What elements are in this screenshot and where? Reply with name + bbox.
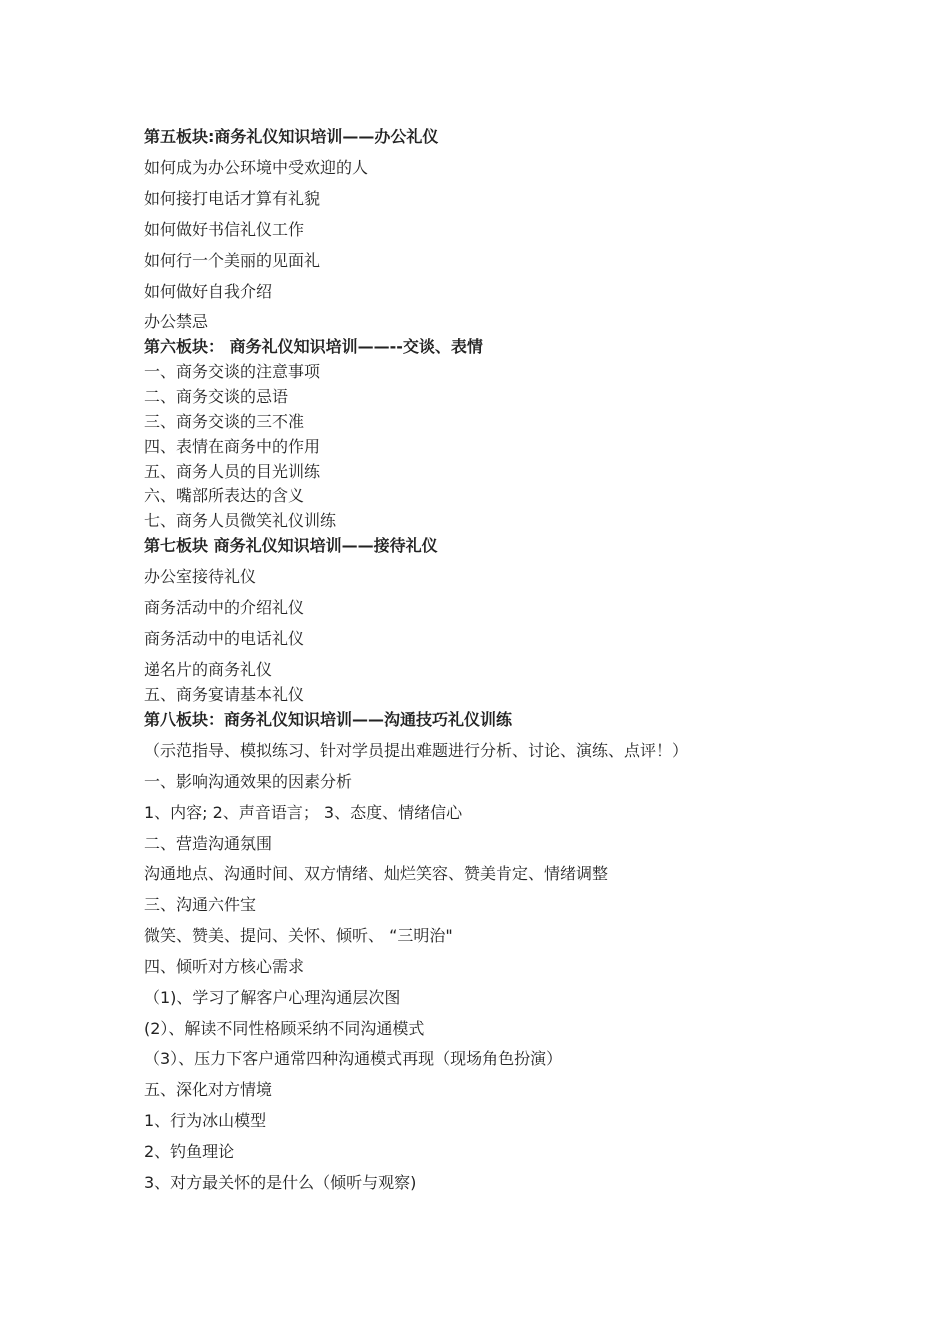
section-7-item: 办公室接待礼仪 xyxy=(144,567,257,586)
section-7-item: 递名片的商务礼仪 xyxy=(144,660,273,679)
section-8-item: 一、影响沟通效果的因素分析 xyxy=(144,772,353,791)
section-8-item: 四、倾听对方核心需求 xyxy=(144,957,305,976)
section-8-item: （3）、压力下客户通常四种沟通模式再现（现场角色扮演） xyxy=(144,1049,563,1068)
section-5-heading: 第五板块:商务礼仪知识培训——办公礼仪 xyxy=(144,127,439,146)
section-8-item: 2、钓鱼理论 xyxy=(144,1142,235,1161)
section-8-item: 三、沟通六件宝 xyxy=(144,895,257,914)
section-6-item: 一、商务交谈的注意事项 xyxy=(144,362,321,381)
section-6-item: 四、表情在商务中的作用 xyxy=(144,437,321,456)
section-5-item: 如何行一个美丽的见面礼 xyxy=(144,251,321,270)
section-8-item: 沟通地点、沟通时间、双方情绪、灿烂笑容、赞美肯定、情绪调整 xyxy=(144,864,609,883)
section-7-heading: 第七板块 商务礼仪知识培训——接待礼仪 xyxy=(144,536,438,555)
section-8-item: 微笑、赞美、提问、关怀、倾听、 “三明治" xyxy=(144,926,453,945)
section-7-item: 商务活动中的电话礼仪 xyxy=(144,629,305,648)
section-6-heading: 第六板块： 商务礼仪知识培训——--交谈、表情 xyxy=(144,337,483,356)
section-7-item: 商务活动中的介绍礼仪 xyxy=(144,598,305,617)
section-8-item: 1、行为冰山模型 xyxy=(144,1111,267,1130)
section-6-item: 三、商务交谈的三不准 xyxy=(144,412,305,431)
section-6-item: 二、商务交谈的忌语 xyxy=(144,387,289,406)
section-5-item: 如何做好书信礼仪工作 xyxy=(144,220,305,239)
section-8-item: 1、内容; 2、声音语言； 3、态度、情绪信心 xyxy=(144,803,463,822)
section-5-item: 如何成为办公环境中受欢迎的人 xyxy=(144,158,369,177)
section-5-item: 如何做好自我介绍 xyxy=(144,282,273,301)
section-8-item: 二、营造沟通氛围 xyxy=(144,834,273,853)
section-8-item: （1)、学习了解客户心理沟通层次图 xyxy=(144,988,401,1007)
section-7-item: 五、商务宴请基本礼仪 xyxy=(144,685,305,704)
section-5-item: 办公禁忌 xyxy=(144,312,209,331)
section-8-item: 五、深化对方情境 xyxy=(144,1080,273,1099)
section-6-item: 六、嘴部所表达的含义 xyxy=(144,486,305,505)
section-8-item: 3、对方最关怀的是什么（倾听与观察) xyxy=(144,1173,417,1192)
section-8-item: (2）、解读不同性格顾采纳不同沟通模式 xyxy=(144,1019,425,1038)
section-8-item: （示范指导、模拟练习、针对学员提出难题进行分析、讨论、演练、点评！） xyxy=(144,741,689,760)
section-6-item: 五、商务人员的目光训练 xyxy=(144,462,321,481)
section-5-item: 如何接打电话才算有礼貌 xyxy=(144,189,321,208)
section-6-item: 七、商务人员微笑礼仪训练 xyxy=(144,511,337,530)
section-8-heading: 第八板块：商务礼仪知识培训——沟通技巧礼仪训练 xyxy=(144,710,513,729)
